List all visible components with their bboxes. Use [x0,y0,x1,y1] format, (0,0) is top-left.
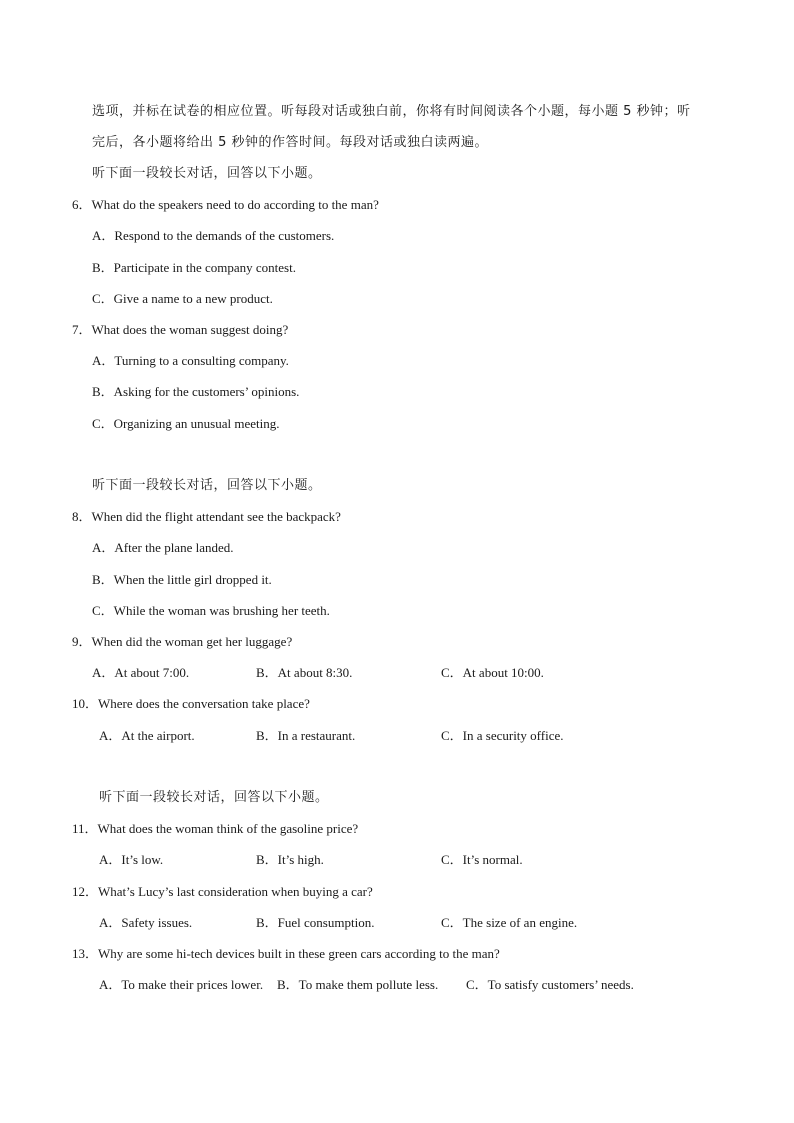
question-number: 13． [72,946,99,961]
question-number: 8． [72,509,92,524]
option-7c: C．Organizing an unusual meeting. [92,416,280,431]
question-6 [72,197,379,213]
question-8 [72,509,341,525]
option-13c: C．To satisfy customers’ needs. [466,977,634,992]
section-heading: 听下面一段较长对话，回答以下小题。 [92,166,322,181]
question-number: 6． [72,197,92,212]
question-number: 7． [72,322,92,337]
question-12 [72,884,373,900]
question-11 [72,821,358,837]
section-heading: 听下面一段较长对话，回答以下小题。 [92,478,322,493]
option-10b: B．In a restaurant. [256,728,356,743]
option-6b: B．Participate in the company contest. [92,260,296,275]
option-13a: A．To make their prices lower. [99,977,264,992]
question-10 [72,696,310,712]
option-11b: B．It’s high. [256,852,324,867]
option-7b: B．Asking for the customers’ opinions. [92,384,300,399]
question-number: 11． [72,821,98,836]
question-9 [72,634,292,650]
question-text: What does the woman think of the gasoline price? [97,821,359,836]
option-10c: C．In a security office. [441,728,564,743]
option-9a: A．At about 7:00. [92,665,190,680]
question-number: 12． [72,884,99,899]
option-8a: A．After the plane landed. [92,540,234,555]
question-7 [72,322,288,338]
option-12b: B．Fuel consumption. [256,915,375,930]
question-number: 9． [72,634,92,649]
question-text: What’s Lucy’s last consideration when buying a car? [98,884,373,899]
option-6c: C．Give a name to a new product. [92,291,273,306]
option-12c: C．The size of an engine. [441,915,578,930]
option-10a: A．At the airport. [99,728,195,743]
question-number: 10． [72,696,99,711]
option-8b: B．When the little girl dropped it. [92,572,272,587]
option-11c: C．It’s normal. [441,852,523,867]
option-7a: A．Turning to a consulting company. [92,353,289,368]
instructions-line-2: 完后，各小题将给出 5 秒钟的作答时间。每段对话或独白读两遍。 [92,135,489,150]
question-text: Why are some hi-tech devices built in these green cars according to the man? [98,946,500,961]
section-heading: 听下面一段较长对话，回答以下小题。 [99,790,329,805]
question-text: What does the woman suggest doing? [91,322,289,337]
option-8c: C．While the woman was brushing her teeth. [92,603,330,618]
option-9b: B．At about 8:30. [256,665,353,680]
question-text: When did the flight attendant see the backpack? [91,509,341,524]
option-6a: A．Respond to the demands of the customers. [92,228,335,243]
option-9c: C．At about 10:00. [441,665,544,680]
question-text: What do the speakers need to do according to the man? [91,197,379,212]
option-12a: A．Safety issues. [99,915,193,930]
instructions-line-1: 选项，并标在试卷的相应位置。听每段对话或独白前，你将有时间阅读各个小题，每小题 5 秒钟；听 [92,104,691,119]
question-text: Where does the conversation take place? [98,696,310,711]
question-13 [72,946,500,962]
question-text: When did the woman get her luggage? [91,634,293,649]
option-11a: A．It’s low. [99,852,164,867]
option-13b: B．To make them pollute less. [277,977,439,992]
